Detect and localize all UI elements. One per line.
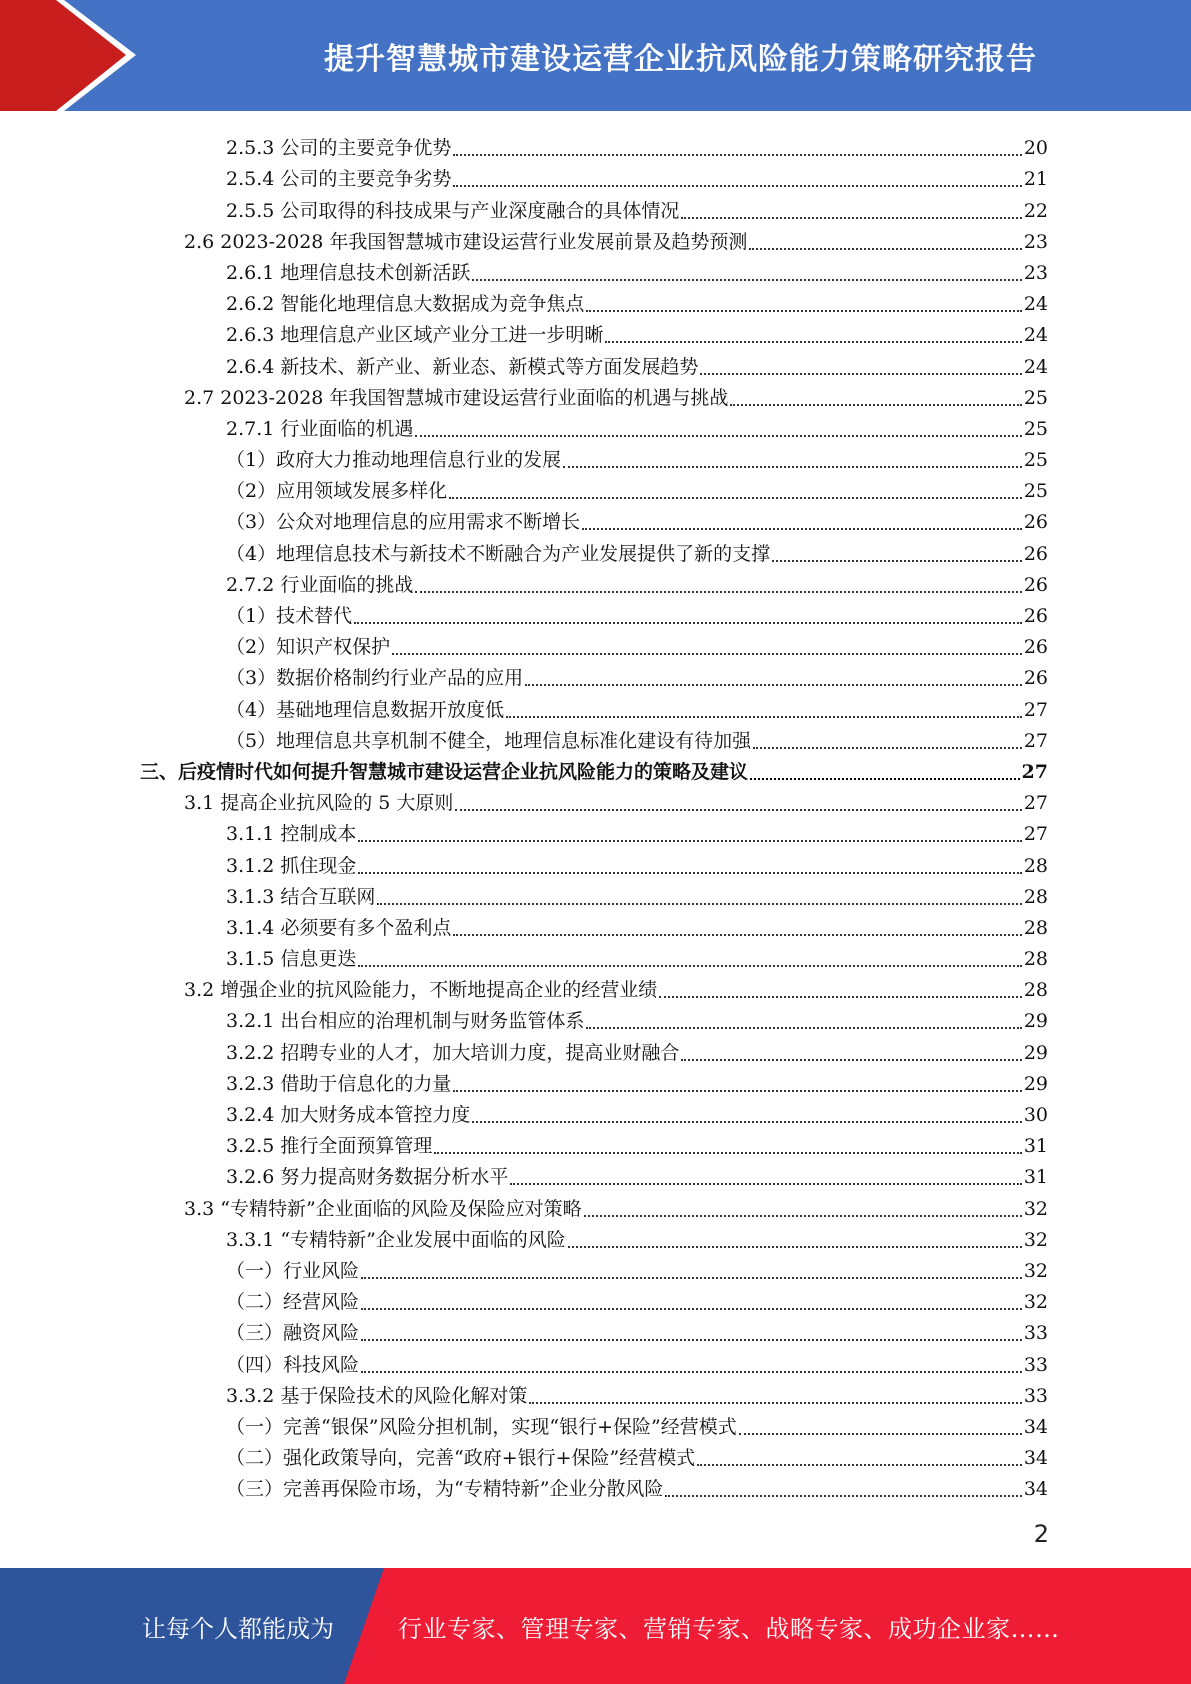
toc-entry-title: 3.2 增强企业的抗风险能力，不断地提高企业的经营业绩 (184, 979, 658, 1002)
toc-entry-page: 24 (1023, 355, 1048, 378)
toc-entry-page: 28 (1023, 854, 1048, 877)
toc-entry-title: 3.1 提高企业抗风险的 5 大原则 (184, 792, 454, 815)
toc-leader-dots (506, 715, 1022, 718)
toc-entry-title: （3）数据价格制约行业产品的应用 (226, 667, 524, 690)
toc-entry[interactable] (140, 1221, 1048, 1252)
toc-entry[interactable] (140, 784, 1048, 815)
toc-leader-dots (697, 1463, 1022, 1466)
toc-leader-dots (453, 933, 1021, 936)
toc-entry[interactable] (140, 441, 1048, 472)
toc-entry-page: 29 (1023, 1041, 1048, 1064)
toc-entry-page: 33 (1023, 1353, 1048, 1376)
toc-entry-page: 25 (1023, 480, 1048, 503)
toc-entry-title: 2.5.5 公司取得的科技成果与产业深度融合的具体情况 (226, 199, 680, 222)
toc-leader-dots (361, 1338, 1022, 1341)
toc-entry-page: 29 (1023, 1010, 1048, 1033)
toc-leader-dots (453, 153, 1021, 156)
toc-entry[interactable] (140, 909, 1048, 940)
toc-entry[interactable] (140, 690, 1048, 721)
toc-entry[interactable] (140, 347, 1048, 378)
toc-entry-title: （2）应用领域发展多样化 (226, 480, 448, 503)
toc-entry-page: 24 (1023, 324, 1048, 347)
toc-entry-page: 22 (1023, 199, 1048, 222)
toc-entry-title: （2）知识产权保护 (226, 636, 391, 659)
toc-entry-page: 29 (1023, 1072, 1048, 1095)
toc-entry[interactable] (140, 878, 1048, 909)
toc-entry-title: （1）政府大力推动地理信息行业的发展 (226, 449, 562, 472)
toc-entry-page: 32 (1023, 1197, 1048, 1220)
toc-entry-page: 26 (1023, 511, 1048, 534)
toc-leader-dots (750, 777, 1020, 780)
toc-leader-dots (700, 372, 1021, 375)
toc-leader-dots (358, 871, 1021, 874)
page-number: 2 (1033, 1520, 1049, 1548)
toc-leader-dots (753, 746, 1022, 749)
toc-leader-dots (681, 1058, 1021, 1061)
report-title: 提升智慧城市建设运营企业抗风险能力策略研究报告 (324, 41, 1037, 77)
toc-entry-title: （二）强化政策导向，完善“政府+银行+保险”经营模式 (226, 1447, 696, 1470)
toc-entry[interactable] (140, 160, 1048, 191)
toc-entry-title: （三）融资风险 (226, 1322, 360, 1345)
toc-entry[interactable] (140, 534, 1048, 565)
toc-entry-title: 2.6.1 地理信息技术创新活跃 (226, 261, 471, 284)
toc-entry-title: 3.2.4 加大财务成本管控力度 (226, 1104, 471, 1126)
toc-entry-title: 3.1.1 控制成本 (226, 823, 357, 846)
toc-entry-title: 3.3.1 “专精特新”企业发展中面临的风险 (226, 1228, 566, 1251)
toc-leader-dots (529, 1401, 1021, 1404)
toc-entry[interactable] (140, 1408, 1048, 1439)
toc-entry-title: 2.5.4 公司的主要竞争劣势 (226, 168, 452, 191)
toc-entry-title: 3.2.6 努力提高财务数据分析水平 (226, 1166, 509, 1189)
toc-entry-page: 34 (1023, 1447, 1048, 1470)
toc-entry-page: 26 (1023, 667, 1048, 690)
toc-entry[interactable] (140, 1127, 1048, 1158)
toc-leader-dots (415, 590, 1021, 593)
toc-entry[interactable] (140, 410, 1048, 441)
toc-entry[interactable] (140, 379, 1048, 410)
page-footer (0, 1568, 1191, 1684)
toc-entry[interactable] (140, 1065, 1048, 1096)
toc-leader-dots (377, 902, 1021, 905)
toc-leader-dots (772, 559, 1022, 562)
toc-entry[interactable] (140, 722, 1048, 753)
toc-entry[interactable] (140, 129, 1048, 160)
toc-entry-page: 25 (1023, 417, 1048, 440)
toc-entry[interactable] (140, 1377, 1048, 1408)
toc-entry-page: 26 (1023, 636, 1048, 659)
toc-entry-page: 34 (1023, 1415, 1048, 1438)
toc-leader-dots (510, 1182, 1021, 1185)
toc-entry-title: 2.7 2023-2028 年我国智慧城市建设运营行业面临的机遇与挑战 (184, 386, 729, 409)
toc-entry-page: 28 (1023, 979, 1048, 1002)
toc-entry-title: 2.6.4 新技术、新产业、新业态、新模式等方面发展趋势 (226, 355, 699, 378)
toc-entry-page: 31 (1023, 1166, 1048, 1189)
toc-leader-dots (361, 1307, 1022, 1310)
toc-entry-title: （一）完善“银保”风险分担机制，实现“银行+保险”经营模式 (226, 1415, 737, 1438)
toc-entry-title: 2.5.3 公司的主要竞争优势 (226, 137, 452, 160)
toc-entry[interactable] (140, 254, 1048, 285)
toc-leader-dots (659, 995, 1022, 998)
footer-slogan-left: 让每个人都能成为 (142, 1614, 334, 1643)
toc-leader-dots (525, 683, 1022, 686)
toc-entry[interactable] (140, 1002, 1048, 1033)
toc-entry-page: 32 (1023, 1228, 1048, 1251)
toc-entry[interactable] (140, 191, 1048, 222)
toc-entry-title: 3.2.3 借助于信息化的力量 (226, 1072, 452, 1095)
toc-entry[interactable] (140, 1158, 1048, 1189)
toc-entry-title: 2.7.2 行业面临的挑战 (226, 573, 414, 596)
toc-entry-page: 24 (1023, 293, 1048, 316)
toc-leader-dots (415, 434, 1021, 437)
toc-leader-dots (586, 309, 1021, 312)
toc-entry-page: 27 (1023, 792, 1048, 815)
toc-leader-dots (739, 1432, 1022, 1435)
toc-entry-page: 31 (1023, 1135, 1048, 1158)
toc-entry[interactable] (140, 815, 1048, 846)
toc-entry-title: 3.2.5 推行全面预算管理 (226, 1135, 433, 1158)
toc-entry-title: 3.1.2 抓住现金 (226, 854, 357, 877)
toc-entry-page: 33 (1023, 1384, 1048, 1407)
toc-leader-dots (392, 652, 1022, 655)
toc-leader-dots (681, 216, 1021, 219)
toc-entry-title: 3.1.4 必须要有多个盈利点 (226, 916, 452, 939)
toc-leader-dots (749, 247, 1021, 250)
toc-leader-dots (472, 278, 1021, 281)
toc-leader-dots (455, 808, 1021, 811)
toc-entry-title: 2.6.2 智能化地理信息大数据成为竞争焦点 (226, 293, 585, 316)
toc-entry-page: 30 (1023, 1104, 1048, 1126)
toc-entry-page: 23 (1023, 261, 1048, 284)
toc-leader-dots (582, 527, 1022, 530)
toc-entry-title: 3.2.2 招聘专业的人才，加大培训力度，提高业财融合 (226, 1041, 680, 1064)
page-header (0, 0, 1191, 111)
toc-entry-page: 27 (1023, 823, 1048, 846)
toc-leader-dots (354, 621, 1022, 624)
toc-entry-page: 25 (1023, 449, 1048, 472)
toc-entry-page: 27 (1021, 760, 1048, 783)
toc-leader-dots (472, 1120, 1021, 1123)
toc-entry[interactable] (140, 1033, 1048, 1064)
toc-entry-title: 3.1.3 结合互联网 (226, 885, 376, 908)
toc-leader-dots (358, 839, 1021, 842)
toc-entry[interactable] (140, 597, 1048, 628)
toc-entry[interactable] (140, 628, 1048, 659)
toc-entry[interactable] (140, 472, 1048, 503)
toc-leader-dots (586, 1026, 1021, 1029)
toc-entry-title: （3）公众对地理信息的应用需求不断增长 (226, 511, 581, 534)
toc-entry-page: 28 (1023, 948, 1048, 971)
toc-entry-title: （二）经营风险 (226, 1291, 360, 1314)
toc-entry-title: （四）科技风险 (226, 1353, 360, 1376)
toc-entry[interactable] (140, 1252, 1048, 1283)
toc-leader-dots (453, 184, 1021, 187)
toc-entry-page: 26 (1023, 605, 1048, 627)
toc-entry-title: （4）地理信息技术与新技术不断融合为产业发展提供了新的支撑 (226, 542, 771, 565)
header-arrow-decoration (0, 0, 200, 111)
toc-entry-title: （4）基础地理信息数据开放度低 (226, 698, 505, 721)
toc-entry-page: 32 (1023, 1291, 1048, 1314)
toc-entry[interactable] (140, 1283, 1048, 1314)
toc-entry-title: 3.3 “专精特新”企业面临的风险及保险应对策略 (184, 1197, 582, 1220)
toc-entry[interactable] (140, 940, 1048, 971)
toc-entry[interactable] (140, 659, 1048, 690)
toc-entry-page: 32 (1023, 1259, 1048, 1282)
toc-leader-dots (730, 403, 1021, 406)
toc-entry[interactable] (140, 1189, 1048, 1220)
toc-leader-dots (449, 496, 1022, 499)
toc-entry[interactable] (140, 566, 1048, 597)
toc-leader-dots (361, 1276, 1022, 1279)
toc-entry-title: （1）技术替代 (226, 605, 353, 627)
toc-leader-dots (568, 1245, 1022, 1248)
toc-entry[interactable] (140, 753, 1048, 784)
toc-leader-dots (665, 1494, 1021, 1497)
toc-entry-title: 2.7.1 行业面临的机遇 (226, 417, 414, 440)
toc-entry-page: 27 (1023, 698, 1048, 721)
toc-entry[interactable] (140, 1470, 1048, 1501)
toc-entry-page: 28 (1023, 916, 1048, 939)
toc-entry-page: 21 (1023, 168, 1048, 191)
toc-entry-title: 3.3.2 基于保险技术的风险化解对策 (226, 1384, 528, 1407)
toc-leader-dots (453, 1089, 1021, 1092)
toc-entry-title: 3.2.1 出台相应的治理机制与财务监管体系 (226, 1010, 585, 1033)
toc-entry-page: 27 (1023, 729, 1048, 752)
footer-slogan-right: 行业专家、管理专家、营销专家、战略专家、成功企业家…… (398, 1614, 1060, 1643)
toc-entry-page: 20 (1023, 137, 1048, 160)
table-of-contents (140, 129, 1048, 1501)
toc-entry-page: 34 (1023, 1478, 1048, 1501)
toc-leader-dots (584, 1214, 1022, 1217)
toc-entry-title: 2.6.3 地理信息产业区域产业分工进一步明晰 (226, 324, 604, 347)
toc-entry[interactable] (140, 971, 1048, 1002)
toc-entry-page: 26 (1023, 573, 1048, 596)
toc-entry[interactable] (140, 503, 1048, 534)
toc-entry[interactable] (140, 1314, 1048, 1345)
toc-entry[interactable] (140, 1439, 1048, 1470)
toc-entry-title: （三）完善再保险市场，为“专精特新”企业分散风险 (226, 1478, 664, 1501)
toc-entry-title: （5）地理信息共享机制不健全，地理信息标准化建设有待加强 (226, 729, 752, 752)
toc-entry-page: 23 (1023, 230, 1048, 253)
toc-entry-page: 33 (1023, 1322, 1048, 1345)
toc-entry-title: 三、后疫情时代如何提升智慧城市建设运营企业抗风险能力的策略及建议 (140, 760, 749, 783)
toc-leader-dots (434, 1151, 1021, 1154)
toc-entry-page: 26 (1023, 542, 1048, 565)
toc-leader-dots (563, 465, 1022, 468)
toc-entry[interactable] (140, 1096, 1048, 1127)
toc-entry-title: （一）行业风险 (226, 1259, 360, 1282)
toc-entry[interactable] (140, 285, 1048, 316)
toc-leader-dots (605, 340, 1021, 343)
toc-entry-page: 28 (1023, 885, 1048, 908)
toc-entry[interactable] (140, 316, 1048, 347)
toc-entry[interactable] (140, 1345, 1048, 1376)
toc-leader-dots (358, 964, 1021, 967)
toc-entry-title: 3.1.5 信息更迭 (226, 948, 357, 971)
toc-entry-title: 2.6 2023-2028 年我国智慧城市建设运营行业发展前景及趋势预测 (184, 230, 748, 253)
toc-entry[interactable] (140, 846, 1048, 877)
toc-entry-page: 25 (1023, 386, 1048, 409)
toc-entry[interactable] (140, 223, 1048, 254)
toc-leader-dots (361, 1370, 1022, 1373)
